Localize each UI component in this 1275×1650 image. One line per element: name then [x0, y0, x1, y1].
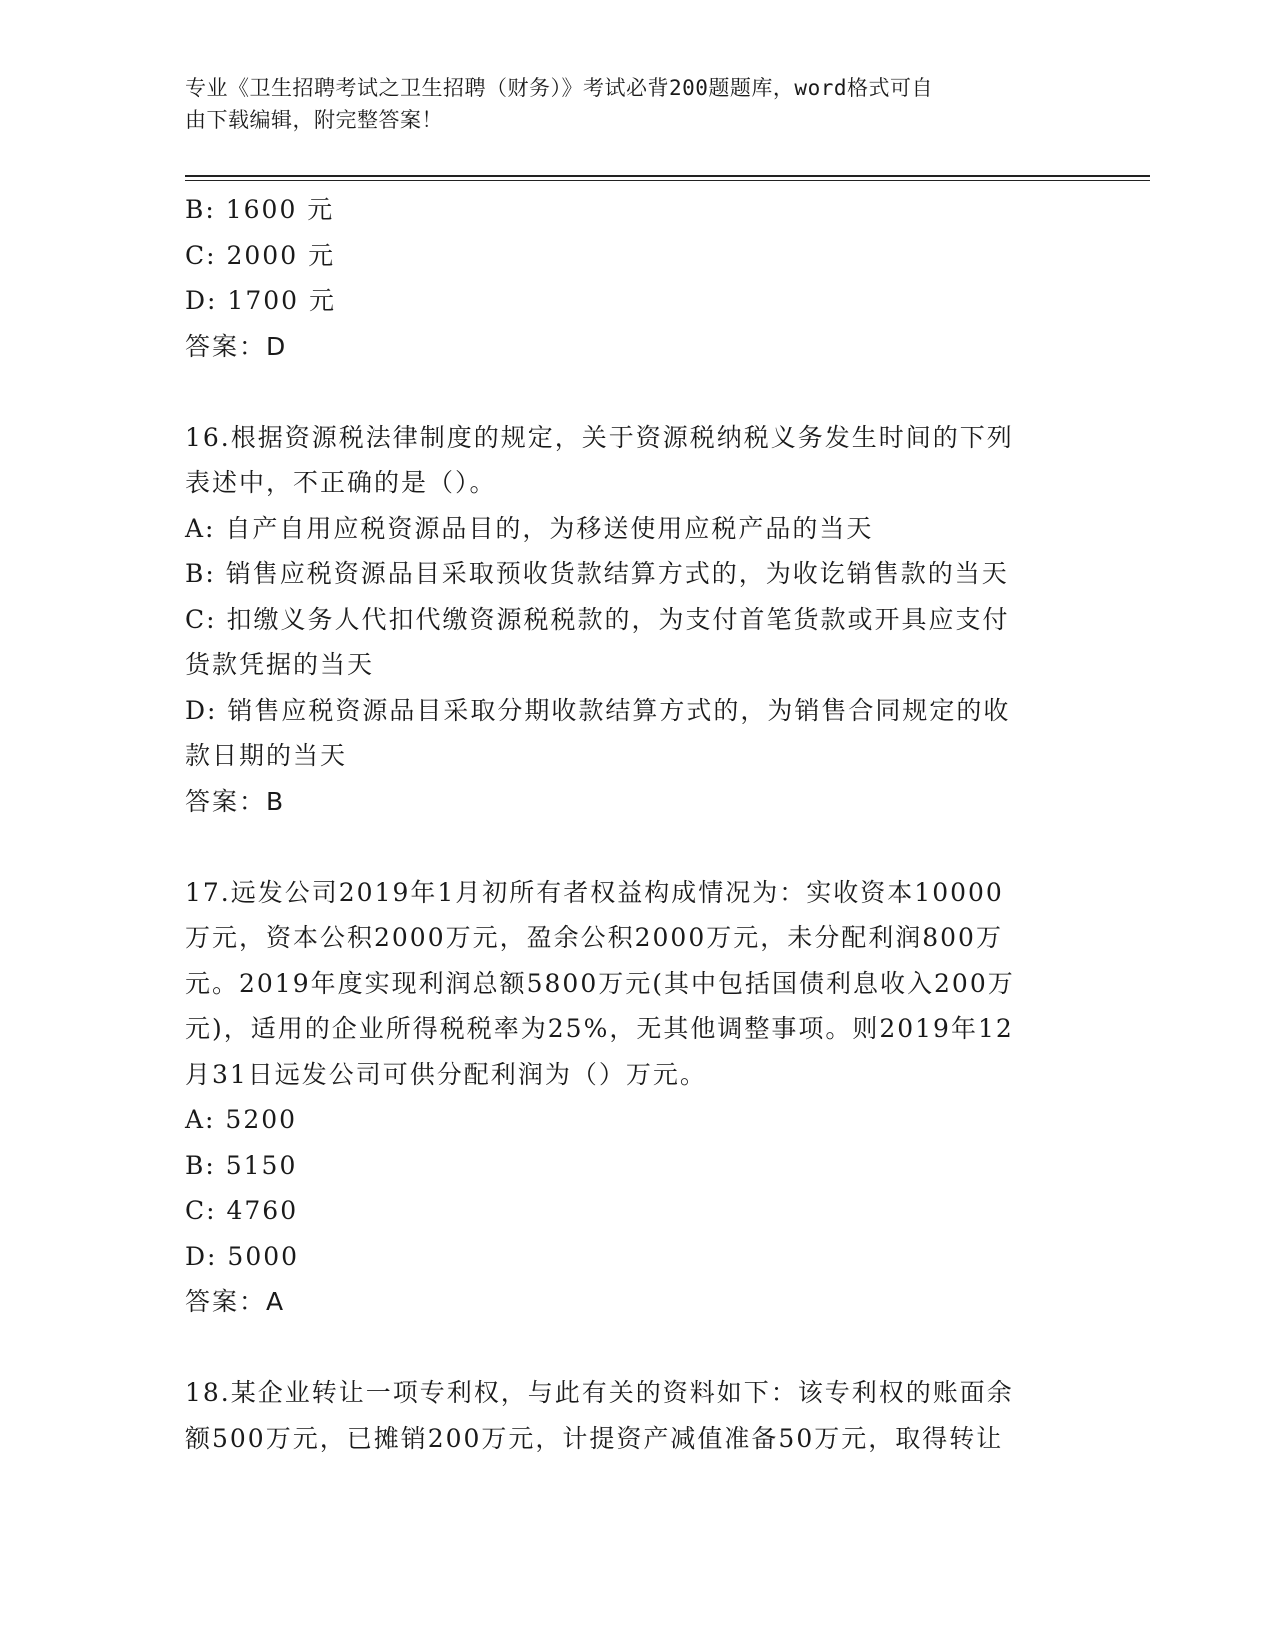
option-d-continued: 款日期的当天 — [185, 741, 348, 770]
question-stem: 18.某企业转让一项专利权，与此有关的资料如下：该专利权的账面余 — [185, 1378, 1014, 1407]
option-a: A: 5200 — [185, 1105, 298, 1134]
document-header — [185, 72, 1065, 136]
option-b: B: 5150 — [185, 1150, 298, 1180]
question-15 — [185, 187, 1075, 369]
spacer — [185, 1325, 1075, 1371]
question-stem: 表述中，不正确的是（）。 — [185, 468, 497, 497]
answer: 答案：B — [185, 786, 286, 816]
answer: 答案：A — [185, 1287, 286, 1316]
header-divider — [185, 175, 1150, 177]
answer: 答案：D — [185, 331, 288, 361]
question-stem: 万元，资本公积2000万元，盈余公积2000万元，未分配利润800万 — [185, 923, 1003, 952]
header-line: 由下载编辑，附完整答案！ — [185, 108, 443, 132]
option-a: A: 自产自用应税资源品目的，为移送使用应税产品的当天 — [185, 513, 874, 543]
spacer — [185, 824, 1075, 870]
option-b: B: 1600 元 — [185, 195, 335, 224]
question-stem: 17.远发公司2019年1月初所有者权益构成情况为：实收资本10000 — [185, 877, 1004, 907]
question-18 — [185, 1370, 1075, 1461]
option-c-continued: 货款凭据的当天 — [185, 650, 375, 679]
option-b: B: 销售应税资源品目采取预收货款结算方式的，为收讫销售款的当天 — [185, 559, 1009, 588]
question-17 — [185, 870, 1075, 1325]
option-c: C: 2000 元 — [185, 240, 336, 270]
option-d: D: 1700 元 — [185, 286, 336, 315]
question-16 — [185, 415, 1075, 825]
option-c: C: 扣缴义务人代扣代缴资源税税款的，为支付首笔货款或开具应支付 — [185, 604, 1010, 634]
option-d: D: 销售应税资源品目采取分期收款结算方式的，为销售合同规定的收 — [185, 695, 1011, 725]
header-line: 专业《卫生招聘考试之卫生招聘（财务）》考试必背200题题库，word格式可自 — [185, 76, 933, 100]
question-stem: 元。2019年度实现利润总额5800万元(其中包括国债利息收入200万 — [185, 968, 1015, 998]
question-stem: 额500万元，已摊销200万元，计提资产减值准备50万元，取得转让 — [185, 1423, 1004, 1453]
header-divider-thin — [185, 180, 1150, 181]
spacer — [185, 369, 1075, 415]
question-stem: 16.根据资源税法律制度的规定，关于资源税纳税义务发生时间的下列 — [185, 422, 1014, 452]
option-d: D: 5000 — [185, 1241, 300, 1271]
question-stem: 元)，适用的企业所得税税率为25%，无其他调整事项。则2019年12 — [185, 1014, 1014, 1043]
document-body — [185, 187, 1075, 1461]
option-c: C: 4760 — [185, 1196, 299, 1225]
question-stem: 月31日远发公司可供分配利润为（）万元。 — [185, 1059, 707, 1089]
